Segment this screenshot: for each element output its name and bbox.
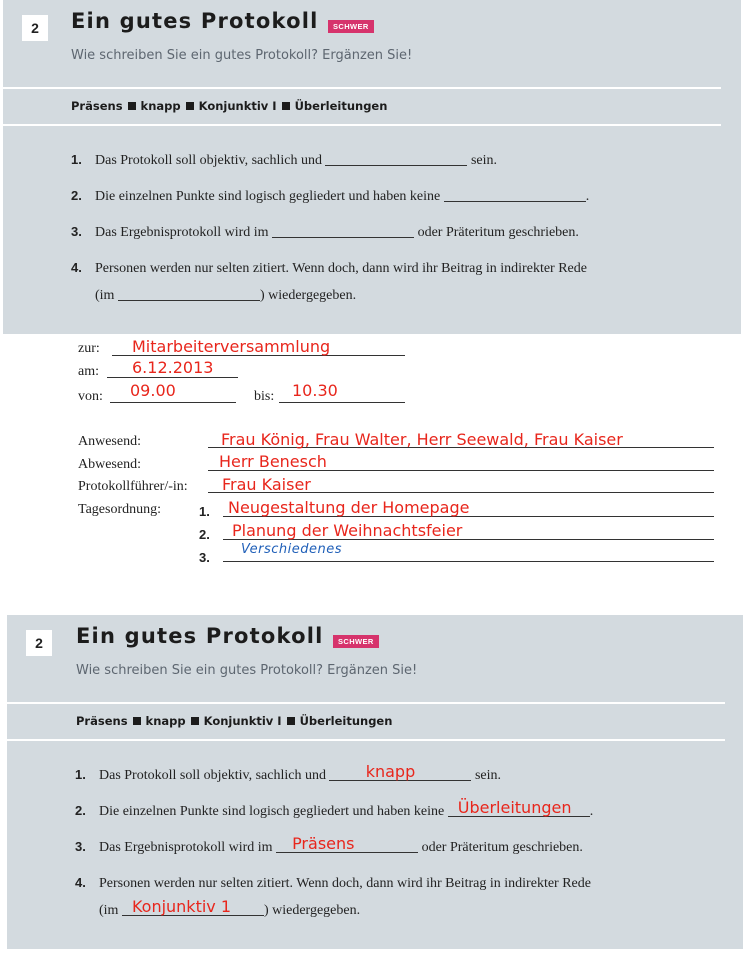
bis-line — [279, 402, 405, 403]
answer-2: Überleitungen — [457, 798, 572, 817]
agenda-number: 1. — [199, 504, 210, 519]
word-bank-item: Konjunktiv I — [198, 99, 277, 113]
sentence-1: 1. Das Protokoll soll objektiv, sachlich und sein. — [71, 152, 498, 168]
von-value[interactable]: 09.00 — [130, 381, 176, 400]
protokollfuehrer-value[interactable]: Frau Kaiser — [222, 475, 311, 494]
difficulty-badge: SCHWER — [328, 20, 374, 33]
sentence-4-line-2: (im Konjunktiv 1 ) wiedergegeben. — [99, 897, 361, 918]
word-bank-item: Konjunktiv I — [203, 714, 282, 728]
word-bank-item: knapp — [145, 714, 186, 728]
agenda-item-1[interactable]: Neugestaltung der Homepage — [228, 498, 470, 517]
divider — [3, 124, 721, 126]
square-bullet-icon — [186, 102, 194, 110]
square-bullet-icon — [191, 717, 199, 725]
blank-4[interactable] — [122, 897, 264, 916]
protokollfuehrer-label: Protokollführer/-in: — [78, 479, 188, 494]
sentence-4: 4. Personen werden nur selten zitiert. Wenn doch, dann wird ihr Beitrag in indirekter Rede — [71, 260, 587, 276]
divider — [7, 702, 725, 704]
square-bullet-icon — [128, 102, 136, 110]
word-bank-item: Präsens — [76, 714, 128, 728]
difficulty-badge: SCHWER — [333, 635, 379, 648]
abwesend-value[interactable]: Herr Benesch — [219, 452, 327, 471]
exercise-title: Ein gutes Protokoll — [71, 9, 319, 33]
sentence-1: 1. Das Protokoll soll objektiv, sachlich und knapp sein. — [75, 762, 502, 783]
von-label: von: — [78, 389, 103, 404]
bis-value[interactable]: 10.30 — [292, 381, 338, 400]
sentence-4: 4. Personen werden nur selten zitiert. Wenn doch, dann wird ihr Beitrag in indirekter Rede — [75, 875, 591, 891]
square-bullet-icon — [282, 102, 290, 110]
sentence-3: 3. Das Ergebnisprotokoll wird im oder Präteritum geschrieben. — [71, 224, 579, 240]
von-line — [110, 402, 236, 403]
agenda-number: 3. — [199, 550, 210, 565]
word-bank — [76, 714, 392, 728]
sentence-3: 3. Das Ergebnisprotokoll wird im Präsens oder Präteritum geschrieben. — [75, 834, 583, 855]
blank-2[interactable] — [448, 798, 590, 817]
anwesend-label: Anwesend: — [78, 434, 141, 449]
answer-4: Konjunktiv 1 — [131, 897, 232, 916]
word-bank-item: knapp — [140, 99, 181, 113]
square-bullet-icon — [287, 717, 295, 725]
answer-3: Präsens — [292, 834, 355, 853]
exercise-panel-top — [3, 0, 741, 334]
agenda-item-3[interactable]: Verschiedenes — [241, 542, 343, 557]
answer-1: knapp — [365, 762, 416, 781]
square-bullet-icon — [133, 717, 141, 725]
zur-value[interactable]: Mitarbeiterversammlung — [132, 337, 331, 356]
zur-label: zur: — [78, 341, 100, 356]
word-bank-item: Überleitungen — [294, 99, 388, 113]
exercise-number: 2 — [26, 630, 52, 656]
am-value[interactable]: 6.12.2013 — [132, 358, 214, 377]
exercise-subtitle: Wie schreiben Sie ein gutes Protokoll? Ergänzen Sie! — [71, 48, 413, 63]
blank-3[interactable] — [272, 223, 414, 238]
word-bank — [71, 99, 387, 113]
exercise-panel-bottom — [7, 615, 743, 949]
blank-1[interactable] — [325, 151, 467, 166]
agenda-line — [223, 561, 714, 562]
agenda-number: 2. — [199, 527, 210, 542]
blank-3[interactable] — [276, 834, 418, 853]
sentence-4-line-2: (im ) wiedergegeben. — [95, 288, 357, 303]
tagesordnung-label: Tagesordnung: — [78, 502, 162, 517]
exercise-subtitle: Wie schreiben Sie ein gutes Protokoll? Ergänzen Sie! — [76, 663, 418, 678]
blank-4[interactable] — [118, 286, 260, 301]
agenda-item-2[interactable]: Planung der Weihnachtsfeier — [232, 521, 463, 540]
am-line — [107, 377, 238, 378]
anwesend-value[interactable]: Frau König, Frau Walter, Herr Seewald, Frau Kaiser — [221, 430, 623, 449]
divider — [7, 739, 725, 741]
abwesend-label: Abwesend: — [78, 457, 141, 472]
sentence-2: 2. Die einzelnen Punkte sind logisch gegliedert und haben keine Überleitungen . — [75, 798, 594, 819]
exercise-number: 2 — [22, 15, 48, 41]
word-bank-item: Überleitungen — [299, 714, 393, 728]
word-bank-item: Präsens — [71, 99, 123, 113]
blank-2[interactable] — [444, 187, 586, 202]
sentence-2: 2. Die einzelnen Punkte sind logisch gegliedert und haben keine . — [71, 188, 590, 204]
bis-label: bis: — [254, 389, 275, 404]
divider — [3, 87, 721, 89]
blank-1[interactable] — [329, 762, 471, 781]
exercise-title: Ein gutes Protokoll — [76, 624, 324, 648]
am-label: am: — [78, 364, 99, 379]
